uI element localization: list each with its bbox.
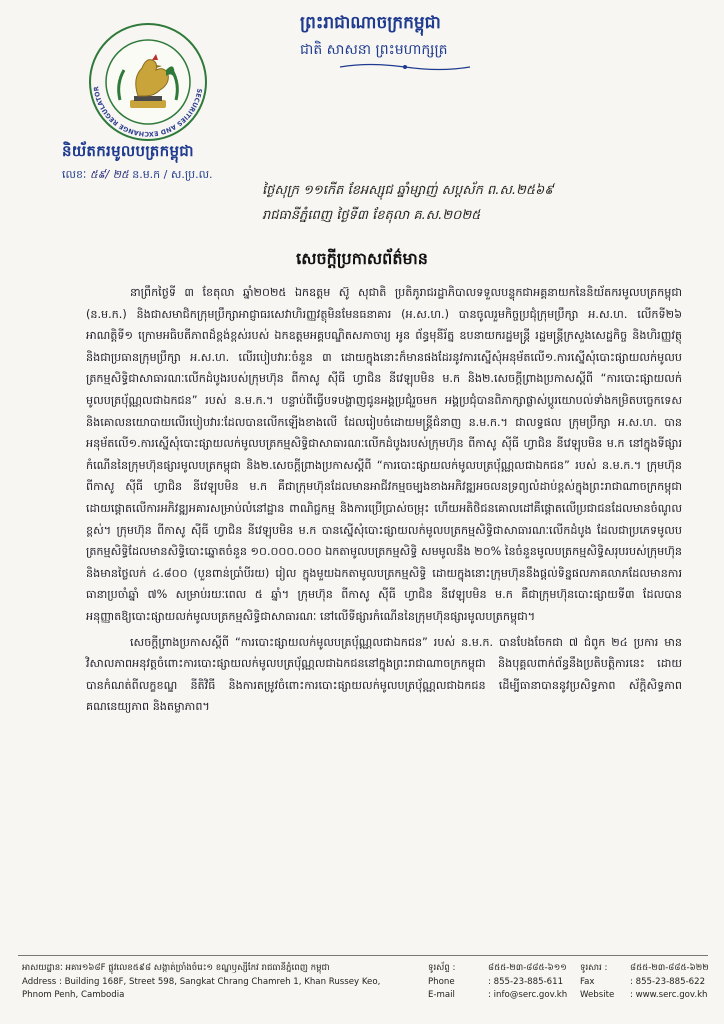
phone-number[interactable]: : 855-23-885-611 (488, 976, 564, 987)
ref-number: ៥៩/ ២៥ (89, 168, 129, 181)
contact-row-web (428, 989, 718, 1003)
contact-row-phone (428, 976, 718, 990)
document-title: សេចក្តីប្រកាសព័ត៌មាន (296, 249, 428, 268)
fax-label: Fax (580, 976, 595, 987)
body-paragraph: សេចក្តីព្រាងប្រកាសស្តីពី “ការបោះផ្សាយលក់មូលបត្រប៉័ណ្ណលជាឯកជន” របស់ ន.ម.ក. បានបែងចែកជា ៧ ជំពូក ២៤ ប្រការ មានវិសាលភាពអនុវត្តចំពោះការបោះផ្សាយលក់មូលបត្រប៉័ណ្ណលជាឯកជននៅក្នុងព្រះរាជាណាចក្រកម្ពុជា និងបុគ្គលពាក់ព័ន្ធនឹងប្រតិបត្តិការនេះ ដោយបានកំណត់ពីលក្ខខណ្ឌ នីតិវិធី និងការតម្រូវចំពោះការបោះផ្សាយលក់មូលបត្រប៉័ណ្ណលជាឯកជន ដើម្បីធានាបាននូវប្រសិទ្ធភាព ស័ក្តិសិទ្ធភាព គណនេយ្យភាព និងតម្លាភាព។ (86, 635, 682, 714)
address-en-line-1: Address : Building 168F, Street 598, Sangkat Chrang Chamreh 1, Khan Russey Keo, (22, 976, 381, 987)
lunar-date: ថ្ងៃសុក្រ ១១កើត ខែអស្សុជ ឆ្នាំម្សាញ់ សប្តស័ក ព.ស.២៥៦៩ (262, 183, 554, 198)
document-body (86, 282, 682, 718)
fax-km: ៨៥៥-២៣-៨៨៥-៦២២ (630, 963, 709, 973)
phone-km: ៨៥៥-២៣-៨៨៥-៦១១ (488, 963, 567, 973)
body-paragraph: នាព្រឹកថ្ងៃទី ៣ ខែតុលា ឆ្នាំ២០២៥ ឯកឧត្តម ស៊ូ សុជាតិ ប្រតិភូរាជរដ្ឋាភិបាលទទួលបន្ទុកជាអគ្គនាយកនៃនិយ័តករមូលបត្រកម្ពុជា (ន.ម.ក.) និងជាសមាជិកក្រុមប្រឹក្សាអាជ្ញាធរសេវាហិរញ្ញវត្ថុមិនមែនធនាគារ (អ.ស.ហ.) បានចូលរួមកិច្ចប្រជុំក្រុមប្រឹក្សា អ.ស.ហ. លើកទី២៦ អាណត្តិទី១ ក្រោមអធិបតីភាពដ៏ខ្ពង់ខ្ពស់របស់ ឯកឧត្តមអគ្គបណ្ឌិតសភាចារ្យ អូន ព័ន្ធមុនីរ័ត្ន ឧបនាយករដ្ឋមន្ត្រី រដ្ឋមន្ត្រីក្រសួងសេដ្ឋកិច្ច និងហិរញ្ញវត្ថុ និងជាប្រធានក្រុមប្រឹក្សា អ.ស.ហ. លើរបៀបវារៈចំនួន ៣ ដោយក្នុងនោះក៏មានផងដែរនូវការស្នើសុំអនុម័តលើ១.ការស្នើសុំបោះផ្សាយលក់មូលបត្រកម្មសិទ្ធិជាសាធារណៈលើកដំបូងរបស់ក្រុមហ៊ុន ពីកាសូ ស៊ីធី ហ្វាជិន នីវេឡុបមិន ម.ក និង២.សេចក្តីព្រាងប្រកាសស្តីពី “ការបោះផ្សាយលក់មូលបត្រប៉័ណ្ណលជាឯកជន” របស់ ន.ម.ក.។ បន្ទាប់ពីធ្វើបទបង្ហាញជូនអង្គប្រជុំរួចមក អង្គប្រជុំបានពិភាក្សាផ្លាស់ប្តូរយោបល់ទាំងកម្រិតបច្ចេកទេស និងគោលនយោបាយលើរបៀបវារៈដែលបានលើកឡើងខាងលើ ដែលរៀបចំដោយមន្ត្រីជំនាញ ន.ម.ក.។ ជាលទ្ធផល ក្រុមប្រឹក្សា អ.ស.ហ. បានអនុម័តលើ១.ការស្នើសុំបោះផ្សាយលក់មូលបត្រកម្មសិទ្ធិជាសាធារណៈលើកដំបូងរបស់ក្រុមហ៊ុន ពីកាសូ ស៊ីធី ហ្វាជិន នីវេឡុបមិន ម.ក នៅក្នុងទីផ្សារកំណើននៃក្រុមហ៊ុនផ្សារមូលបត្រកម្ពុជា និង២.សេចក្តីព្រាងប្រកាសស្តីពី “ការបោះផ្សាយលក់មូលបត្រប៉័ណ្ណលជាឯកជន” របស់ ន.ម.ក.។ ក្រុមហ៊ុន ពីកាសូ ស៊ីធី ហ្វាជិន នីវេឡុបមិន ម.ក គឺជាក្រុមហ៊ុនដែលមានអាជីវកម្មចម្បងខាងអភិវឌ្ឍអចលនទ្រព្យលំដាប់ខ្ពស់ក្នុងព្រះរាជាណាចក្រកម្ពុជា ដោយផ្តោតលើការអភិវឌ្ឍអគារសម្រាប់លំនៅដ្ឋាន ពាណិជ្ជកម្ម និងការប្រើប្រាស់ចម្រុះ ហើយអតិថិជនគោលដៅគឺផ្តោតលើប្រជាជនដែលមានចំណូលខ្ពស់។ ក្រុមហ៊ុន ពីកាសូ ស៊ីធី ហ្វាជិន នីវេឡុបមិន ម.ក បានស្នើសុំបោះផ្សាយលក់មូលបត្រកម្មសិទ្ធិជាសាធារណៈលើកដំបូង ដែលជាប្រភេទមូលបត្រកម្មសិទ្ធិដែលមានសិទ្ធិបោះឆ្នោតចំនួន ១០.០០០.០០០ ឯកតាមូលបត្រកម្មសិទ្ធិ សមមូលនឹង ២០% នៃចំនួនមូលបត្រកម្មសិទ្ធិសរុបរបស់ក្រុមហ៊ុន និងមានថ្លៃលក់ ៤.៨០០ (បួនពាន់ប្រាំបីរយ) រៀល ក្នុងមួយឯកតាមូលបត្រកម្មសិទ្ធិ ដោយក្នុងនោះក្រុមហ៊ុននឹងផ្តល់ទិន្នផលភាគលាភដែលមានការធានាប្រចាំឆ្នាំ ៧% សម្រាប់រយៈពេល ៥ ឆ្នាំ។ ក្រុមហ៊ុន ពីកាសូ ស៊ីធី ហ្វាជិន នីវេឡុបមិន ម.ក គឺជាក្រុមហ៊ុនបោះផ្សាយទី៣ ដែលបានអនុញ្ញាតឱ្យបោះផ្សាយលក់មូលបត្រកម្មសិទ្ធិជាសាធារណៈ នៅលើទីផ្សារកំណើននៃក្រុមហ៊ុនផ្សារមូលបត្រកម្ពុជា។ (86, 286, 682, 623)
kingdom-heading: ព្រះរាជាណាចក្រកម្ពុជា (300, 13, 441, 33)
ref-suffix: ន.ម.ក / ស.ប្រ.ល. (132, 168, 213, 181)
footer-contact (428, 962, 718, 1003)
address-en-line-2: Phnom Penh, Cambodia (22, 990, 125, 1000)
email-link[interactable]: : info@serc.gov.kh (488, 990, 568, 1000)
org-name: និយ័តករមូលបត្រកម្ពុជា (62, 142, 194, 160)
decorative-divider-icon (330, 62, 480, 72)
serc-logo (86, 20, 210, 144)
footer-address (22, 962, 412, 1003)
contact-row-km (428, 962, 718, 976)
phone-label-km: ទូរស័ព្ទ : (428, 963, 456, 973)
fax-label-km: ទូរសារ : (580, 963, 608, 973)
ref-label: លេខៈ (62, 168, 87, 181)
reference-number (62, 168, 213, 184)
phone-label: Phone (428, 976, 455, 987)
website-label: Website (580, 990, 615, 1000)
website-link[interactable]: : www.serc.gov.kh (630, 990, 708, 1000)
fax-number: : 855-23-885-622 (630, 976, 706, 987)
footer-divider (18, 955, 708, 956)
address-km: អាសយដ្ឋានៈ អគារ១៦៨F ផ្លូវលេខ៥៩៨ សង្កាត់ច្រាំងចំរេះ១ ខណ្ឌឫស្សីកែវ រាជធានីភ្នំពេញ កម្ពុជា (22, 963, 330, 973)
serc-rooster-seal-icon (86, 20, 210, 144)
logo-ring-text: SECURITIES AND EXCHANGE REGULATOR (92, 85, 204, 139)
national-motto: ជាតិ សាសនា ព្រះមហាក្សត្រ (300, 42, 448, 58)
email-label: E-mail (428, 990, 455, 1000)
solar-date: រាជធានីភ្នំពេញ ថ្ងៃទី៣ ខែតុលា គ.ស.២០២៥ (262, 208, 481, 223)
